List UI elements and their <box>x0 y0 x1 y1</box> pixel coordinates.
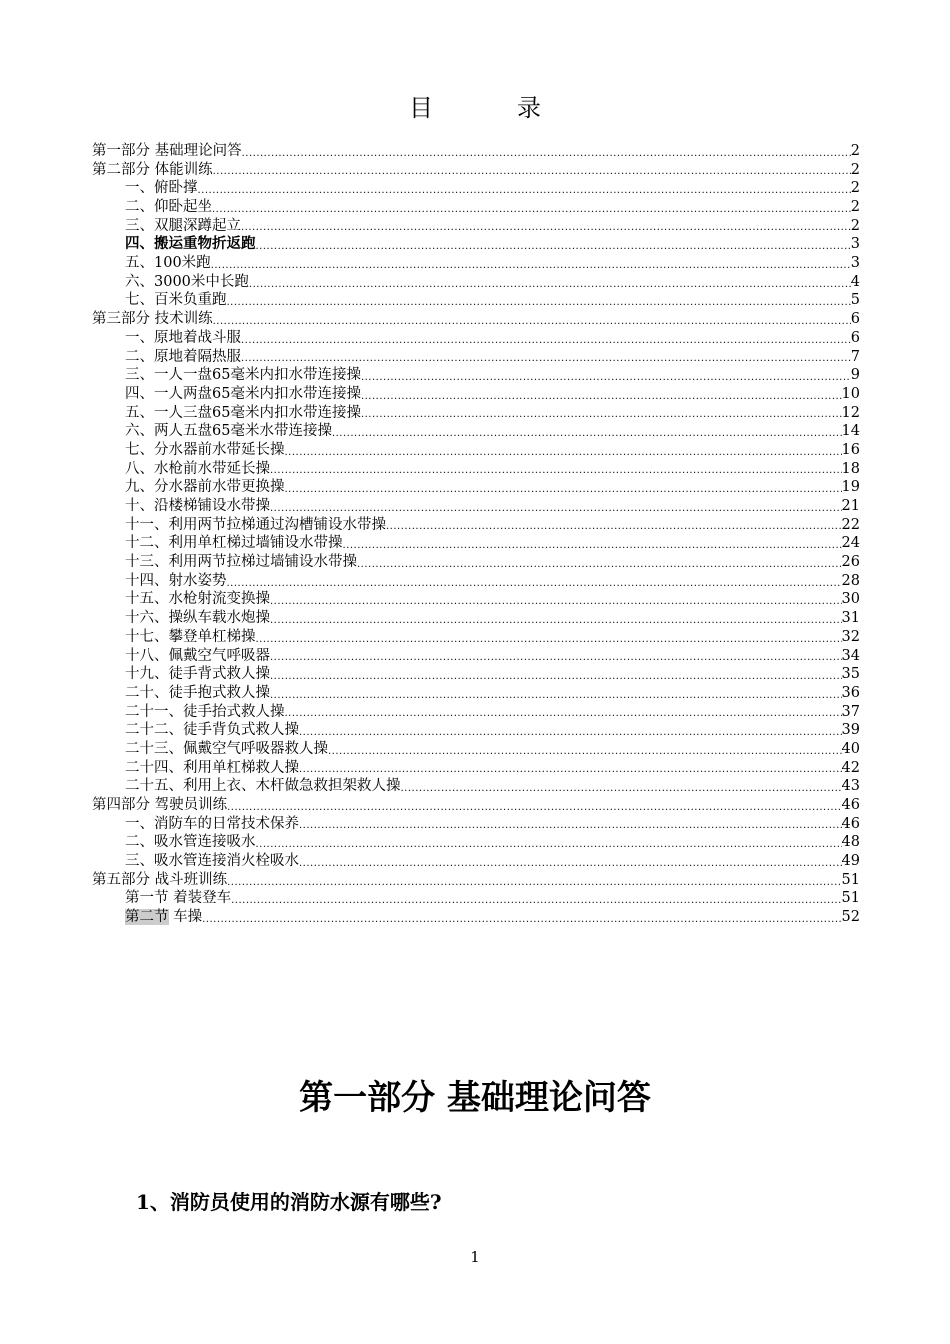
dot-leader <box>241 217 851 236</box>
toc-entry-title <box>125 759 299 778</box>
toc-entry[interactable] <box>92 198 860 217</box>
page-number: 1 <box>470 1248 480 1266</box>
dot-leader <box>343 534 842 553</box>
dot-leader <box>270 497 842 516</box>
toc-entry[interactable] <box>92 852 860 871</box>
toc-page-number: 10 <box>841 385 860 402</box>
toc-page-number: 2 <box>850 217 860 234</box>
toc-entry-title <box>125 441 285 460</box>
toc-entry[interactable] <box>92 796 860 815</box>
toc-page-number: 34 <box>841 647 860 664</box>
toc-title: 目 录 <box>409 94 571 122</box>
toc-entry[interactable] <box>92 777 860 796</box>
toc-entry-title <box>125 534 343 553</box>
dot-leader <box>299 815 842 834</box>
dot-leader <box>231 890 841 909</box>
toc-entry-title <box>125 385 361 404</box>
toc-entry-title <box>125 179 198 198</box>
toc-page-number: 12 <box>841 404 860 421</box>
toc-entry-text: 四、搬运重物折返跑 <box>125 235 256 253</box>
dot-leader <box>241 348 851 367</box>
dot-leader <box>285 441 842 460</box>
toc-entry[interactable] <box>92 572 860 591</box>
dot-leader <box>401 777 842 796</box>
toc-entry-text: 四、一人两盘65毫米内扣水带连接操 <box>125 385 361 402</box>
toc-entry-text: 九、分水器前水带更换操 <box>125 479 285 496</box>
toc-entry[interactable] <box>92 161 860 180</box>
toc-entry-title <box>125 590 270 609</box>
toc-entry[interactable] <box>92 179 860 198</box>
toc-entry-text: 二、吸水管连接吸水 <box>125 834 256 851</box>
toc-entry[interactable] <box>92 684 860 703</box>
dot-leader <box>357 553 842 572</box>
dot-leader <box>212 198 851 217</box>
toc-page-number: 6 <box>850 329 860 346</box>
toc-entry[interactable] <box>92 703 860 722</box>
toc-entry[interactable] <box>92 833 860 852</box>
dot-leader <box>361 366 851 385</box>
toc-entry[interactable] <box>92 815 860 834</box>
toc-entry-title <box>125 198 212 217</box>
toc-entry-title <box>125 329 241 348</box>
toc-entry-text: 第三部分 技术训练 <box>92 311 213 328</box>
toc-entry-text: 第五部分 战斗班训练 <box>92 871 228 888</box>
toc-entry[interactable] <box>92 142 860 161</box>
part-heading: 第一部分 基础理论问答 <box>299 1078 651 1118</box>
toc-page-number: 48 <box>841 834 860 851</box>
toc-entry-text: 二十一、徒手抬式救人操 <box>125 703 285 720</box>
toc-entry-text: 七、百米负重跑 <box>125 292 227 309</box>
toc-entry-text: 三、双腿深蹲起立 <box>125 217 241 234</box>
dot-leader <box>270 665 842 684</box>
dot-leader <box>249 273 851 292</box>
dot-leader <box>198 179 851 198</box>
toc-page-number: 2 <box>850 142 860 159</box>
toc-entry-title <box>125 833 256 852</box>
dot-leader <box>227 292 851 311</box>
dot-leader <box>227 572 842 591</box>
toc-entry-title <box>125 777 401 796</box>
toc-entry[interactable] <box>92 478 860 497</box>
toc-entry-text: 第一部分 基础理论问答 <box>92 142 242 159</box>
toc-entry-text: 二十三、佩戴空气呼吸器救人操 <box>125 740 328 757</box>
toc-entry[interactable] <box>92 422 860 441</box>
toc-page-number: 2 <box>850 199 860 216</box>
toc-entry[interactable] <box>92 273 860 292</box>
toc-page-number: 46 <box>841 797 860 814</box>
toc-entry[interactable] <box>92 553 860 572</box>
toc-entry-title <box>92 310 213 329</box>
toc-entry-title <box>125 721 299 740</box>
toc-page-number: 16 <box>841 441 860 458</box>
toc-entry-title <box>125 647 270 666</box>
toc-entry-title <box>92 796 227 815</box>
toc-entry-text: 十五、水枪射流变换操 <box>125 591 270 608</box>
toc-entry-title <box>125 852 299 871</box>
toc-entry-title <box>125 366 361 385</box>
toc-entry-text: 第一节 着装登车 <box>125 890 232 907</box>
toc-entry-title <box>125 291 227 310</box>
toc-entry-text: 十四、射水姿势 <box>125 572 227 589</box>
dot-leader <box>285 478 842 497</box>
dot-leader <box>211 254 851 273</box>
dot-leader <box>299 759 842 778</box>
toc-page-number: 14 <box>841 423 860 440</box>
toc-page-number: 18 <box>841 460 860 477</box>
toc-entry[interactable] <box>92 871 860 890</box>
dot-leader <box>213 161 851 180</box>
toc-page-number: 49 <box>841 853 860 870</box>
table-of-contents <box>92 142 860 927</box>
toc-page-number: 24 <box>841 535 860 552</box>
toc-page-number: 35 <box>841 666 860 683</box>
toc-page-number: 36 <box>841 684 860 701</box>
toc-entry-text: 十六、操纵车载水炮操 <box>125 610 270 627</box>
toc-entry[interactable] <box>92 759 860 778</box>
dot-leader <box>241 329 851 348</box>
toc-entry[interactable] <box>92 404 860 423</box>
toc-entry-text: 十三、利用两节拉梯过墙铺设水带操 <box>125 554 357 571</box>
toc-entry-text: 十九、徒手背式救人操 <box>125 666 270 683</box>
toc-entry-text: 六、两人五盘65毫米水带连接操 <box>125 423 332 440</box>
dot-leader <box>270 460 842 479</box>
toc-entry[interactable] <box>92 890 860 909</box>
toc-page-number: 39 <box>841 722 860 739</box>
dot-leader <box>332 422 842 441</box>
toc-entry-text: 二、仰卧起坐 <box>125 199 212 216</box>
dot-leader <box>299 721 842 740</box>
toc-entry[interactable] <box>92 665 860 684</box>
toc-entry-title <box>125 404 361 423</box>
toc-entry[interactable] <box>92 254 860 273</box>
toc-entry-text: 车操 <box>168 909 203 926</box>
dot-leader <box>386 516 842 535</box>
toc-page-number: 7 <box>850 348 860 365</box>
toc-entry[interactable] <box>92 366 860 385</box>
toc-entry-text: 七、分水器前水带延长操 <box>125 441 285 458</box>
toc-entry[interactable] <box>92 908 860 927</box>
toc-page-number: 46 <box>841 815 860 832</box>
toc-entry-text: 八、水枪前水带延长操 <box>125 460 270 477</box>
toc-entry-text: 三、一人一盘65毫米内扣水带连接操 <box>125 367 361 384</box>
toc-page-number: 19 <box>841 479 860 496</box>
dot-leader <box>270 591 842 610</box>
toc-entry-text: 二十五、利用上衣、木杆做急救担架救人操 <box>125 778 401 795</box>
toc-page-number: 3 <box>850 255 860 272</box>
toc-entry-title <box>125 422 332 441</box>
toc-entry[interactable] <box>92 441 860 460</box>
toc-entry-text: 六、3000米中长跑 <box>125 273 249 290</box>
toc-page-number: 43 <box>841 778 860 795</box>
toc-entry-title <box>92 871 227 890</box>
toc-page-number: 22 <box>841 516 860 533</box>
toc-page-number: 9 <box>850 367 860 384</box>
toc-entry-text: 五、一人三盘65毫米内扣水带连接操 <box>125 404 361 421</box>
dot-leader <box>256 628 842 647</box>
dot-leader <box>285 703 842 722</box>
toc-entry-text: 二十、徒手抱式救人操 <box>125 684 270 701</box>
dot-leader <box>227 871 841 890</box>
toc-entry[interactable] <box>92 516 860 535</box>
toc-entry[interactable] <box>92 348 860 367</box>
toc-page-number: 4 <box>850 273 860 290</box>
toc-entry-text: 十一、利用两节拉梯通过沟槽铺设水带操 <box>125 516 386 533</box>
toc-entry-text: 三、吸水管连接消火栓吸水 <box>125 853 299 870</box>
toc-entry[interactable] <box>92 721 860 740</box>
toc-page-number: 42 <box>841 759 860 776</box>
toc-entry[interactable] <box>92 740 860 759</box>
dot-leader <box>270 684 842 703</box>
toc-entry-title <box>125 516 386 535</box>
toc-page-number: 2 <box>850 180 860 197</box>
toc-entry-text: 十八、佩戴空气呼吸器 <box>125 647 270 664</box>
toc-page-number: 30 <box>841 591 860 608</box>
toc-entry[interactable] <box>92 385 860 404</box>
dot-leader <box>227 796 841 815</box>
toc-entry[interactable] <box>92 647 860 666</box>
toc-page-number: 6 <box>850 311 860 328</box>
toc-entry-title <box>92 142 242 161</box>
dot-leader <box>256 833 842 852</box>
toc-entry-title <box>125 609 270 628</box>
toc-page-number: 31 <box>841 610 860 627</box>
toc-entry-title <box>125 908 202 927</box>
toc-entry-text: 二、原地着隔热服 <box>125 348 241 365</box>
toc-entry-title <box>125 815 299 834</box>
toc-entry-title <box>125 889 231 908</box>
toc-page-number: 2 <box>850 161 860 178</box>
highlighted-text: 第二节 <box>125 909 169 926</box>
toc-entry-text: 一、俯卧撑 <box>125 180 198 197</box>
toc-page-number: 28 <box>841 572 860 589</box>
toc-entry-title <box>125 254 211 273</box>
toc-page-number: 51 <box>841 871 860 888</box>
toc-entry-text: 一、消防车的日常技术保养 <box>125 815 299 832</box>
toc-entry-title <box>125 684 270 703</box>
toc-entry-text: 第四部分 驾驶员训练 <box>92 797 228 814</box>
question-heading: 1、消防员使用的消防水源有哪些? <box>136 1190 442 1214</box>
toc-entry-title <box>125 460 270 479</box>
toc-entry[interactable] <box>92 628 860 647</box>
toc-entry-title <box>125 665 270 684</box>
dot-leader <box>361 404 842 423</box>
toc-entry-text: 第二部分 体能训练 <box>92 161 213 178</box>
toc-entry-text: 二十四、利用单杠梯救人操 <box>125 759 299 776</box>
toc-entry-title <box>125 497 270 516</box>
toc-entry-title <box>125 703 285 722</box>
toc-page-number: 21 <box>841 498 860 515</box>
toc-entry-title <box>125 348 241 367</box>
dot-leader <box>361 385 842 404</box>
toc-page-number: 32 <box>841 628 860 645</box>
toc-entry-title <box>125 217 241 236</box>
toc-page-number: 3 <box>850 236 860 253</box>
toc-entry[interactable] <box>92 460 860 479</box>
toc-entry-title <box>125 572 227 591</box>
dot-leader <box>270 647 842 666</box>
dot-leader <box>299 852 842 871</box>
toc-entry-text: 二十二、徒手背负式救人操 <box>125 722 299 739</box>
toc-entry-text: 十、沿楼梯铺设水带操 <box>125 498 270 515</box>
toc-page-number: 51 <box>841 890 860 907</box>
toc-page-number: 5 <box>850 292 860 309</box>
dot-leader <box>213 310 851 329</box>
toc-page-number: 37 <box>841 703 860 720</box>
dot-leader <box>256 235 851 254</box>
toc-entry[interactable] <box>92 497 860 516</box>
toc-page-number: 52 <box>841 909 860 926</box>
toc-entry-text: 一、原地着战斗服 <box>125 329 241 346</box>
toc-entry-title <box>125 553 357 572</box>
toc-entry-text: 十二、利用单杠梯过墙铺设水带操 <box>125 535 343 552</box>
toc-entry[interactable] <box>92 591 860 610</box>
dot-leader <box>242 142 851 161</box>
dot-leader <box>202 908 841 927</box>
dot-leader <box>328 740 842 759</box>
toc-entry[interactable] <box>92 310 860 329</box>
toc-entry-text: 五、100米跑 <box>125 255 211 272</box>
toc-entry[interactable] <box>92 217 860 236</box>
toc-entry-text: 十七、攀登单杠梯操 <box>125 628 256 645</box>
toc-page-number: 40 <box>841 740 860 757</box>
toc-page-number: 26 <box>841 554 860 571</box>
toc-entry-title <box>125 740 328 759</box>
toc-entry[interactable] <box>92 292 860 311</box>
toc-entry[interactable] <box>92 534 860 553</box>
dot-leader <box>270 609 842 628</box>
toc-entry-title <box>92 161 213 180</box>
toc-entry-title <box>125 273 249 292</box>
toc-entry-title <box>125 628 256 647</box>
toc-entry[interactable] <box>92 609 860 628</box>
toc-entry-title <box>125 235 256 254</box>
toc-entry[interactable] <box>92 329 860 348</box>
toc-entry[interactable] <box>92 235 860 254</box>
toc-entry-title <box>125 478 285 497</box>
